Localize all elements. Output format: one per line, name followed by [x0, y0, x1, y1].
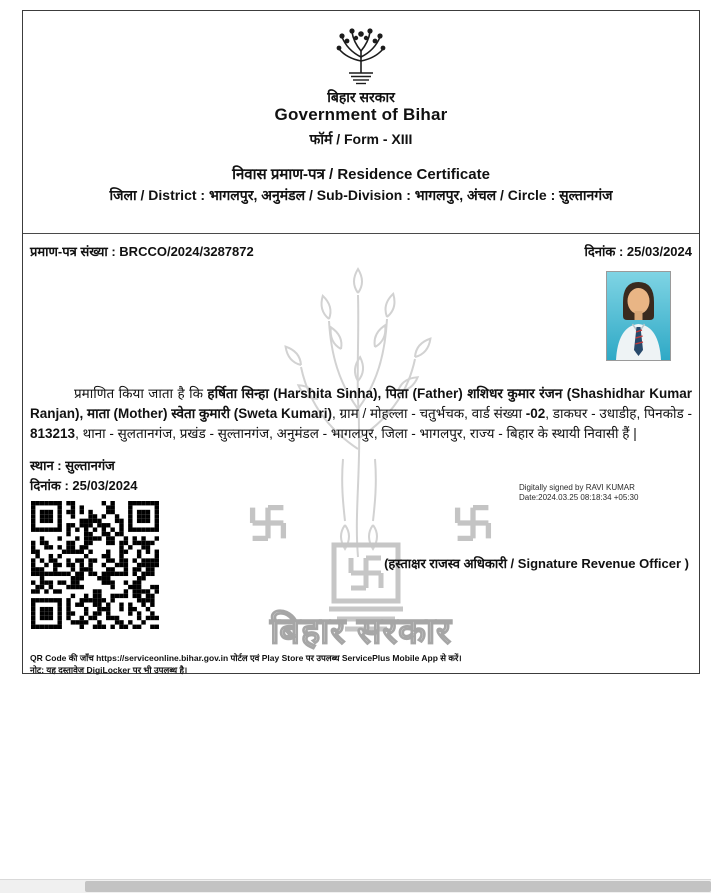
swastika-watermark-left-icon: [246, 501, 290, 550]
certificate-number-value: BRCCO/2024/3287872: [119, 244, 254, 259]
body-segment: प्रमाणित किया जाता है कि: [74, 386, 208, 401]
issue-place-line: स्थान : सुल्तानगंज: [30, 458, 115, 473]
watermark-text: बिहार सरकार: [270, 610, 452, 651]
scrollbar-thumb[interactable]: [85, 881, 711, 892]
district-line: जिला / District : भागलपुर, अनुमंडल / Sub-Division : भागलपुर, अंचल / Circle : सुल्तानगंज: [109, 187, 613, 203]
govt-name-english: Government of Bihar: [274, 105, 448, 124]
qr-verification-note: QR Code की जाँच https://serviceonline.bihar.gov.in पोर्टल एवं Play Store पर उपलब्ध ServicePlus Mobile App से करें।: [30, 653, 462, 663]
certificate-body: [30, 384, 692, 444]
digital-signature-line2: Date:2024.03.25 08:18:34 +05:30: [519, 493, 639, 502]
issue-date-label: दिनांक :: [584, 244, 627, 259]
body-segment: , ग्राम / मोहल्ला - चतुर्भचक, वार्ड संख्या: [332, 406, 526, 421]
certificate-title: निवास प्रमाण-पत्र / Residence Certificate: [232, 166, 490, 183]
revenue-officer-signature-line: (हस्ताक्षर राजस्व अधिकारी / Signature Revenue Officer ): [384, 556, 689, 571]
applicant-photo: [606, 271, 671, 361]
meta-row: [30, 242, 692, 260]
certificate-number: [30, 242, 254, 260]
issue-date: [585, 242, 692, 260]
body-segment: , डाकघर - उधाडीह, पिनकोड -: [545, 406, 692, 421]
certificate-frame: [22, 10, 700, 674]
issue-date-value: 25/03/2024: [626, 244, 692, 259]
swastika-watermark-right-icon: [451, 501, 495, 550]
body-segment: , थाना - सुलतानगंज, प्रखंड - सुल्तानगंज, अनुमंडल - भागलपुर, जिला - भागलपुर, राज्य - बिहार के स्थायी निवासी हैं |: [75, 426, 637, 441]
pincode: 813213: [30, 426, 76, 441]
qr-code: [31, 501, 159, 629]
horizontal-scrollbar[interactable]: [0, 879, 711, 893]
govt-name-hindi: बिहार सरकार: [327, 89, 395, 105]
applicant-and-parents-names: हर्षिता सिन्हा (Harshita Sinha), पिता (Father) शशिधर कुमार रंजन (Shashidhar Kumar Ranjan), माता (Mother) स्वेता कुमारी (Sweta Kumari): [30, 386, 692, 421]
digital-signature-line1: Digitally signed by RAVI KUMAR: [519, 483, 635, 492]
form-number-line: फॉर्म / Form - XIII: [309, 131, 413, 147]
digital-signature-block: [519, 483, 638, 503]
ward-number: -02: [525, 406, 546, 421]
header-divider: [23, 233, 699, 234]
certificate-number-label: प्रमाण-पत्र संख्या :: [30, 244, 120, 259]
bihar-emblem-logo: [329, 27, 393, 90]
digilocker-note: नोट: यह दस्तावेज DigiLocker पर भी उपलब्ध है।: [30, 665, 188, 675]
issue-date-line: दिनांक : 25/03/2024: [30, 478, 138, 493]
